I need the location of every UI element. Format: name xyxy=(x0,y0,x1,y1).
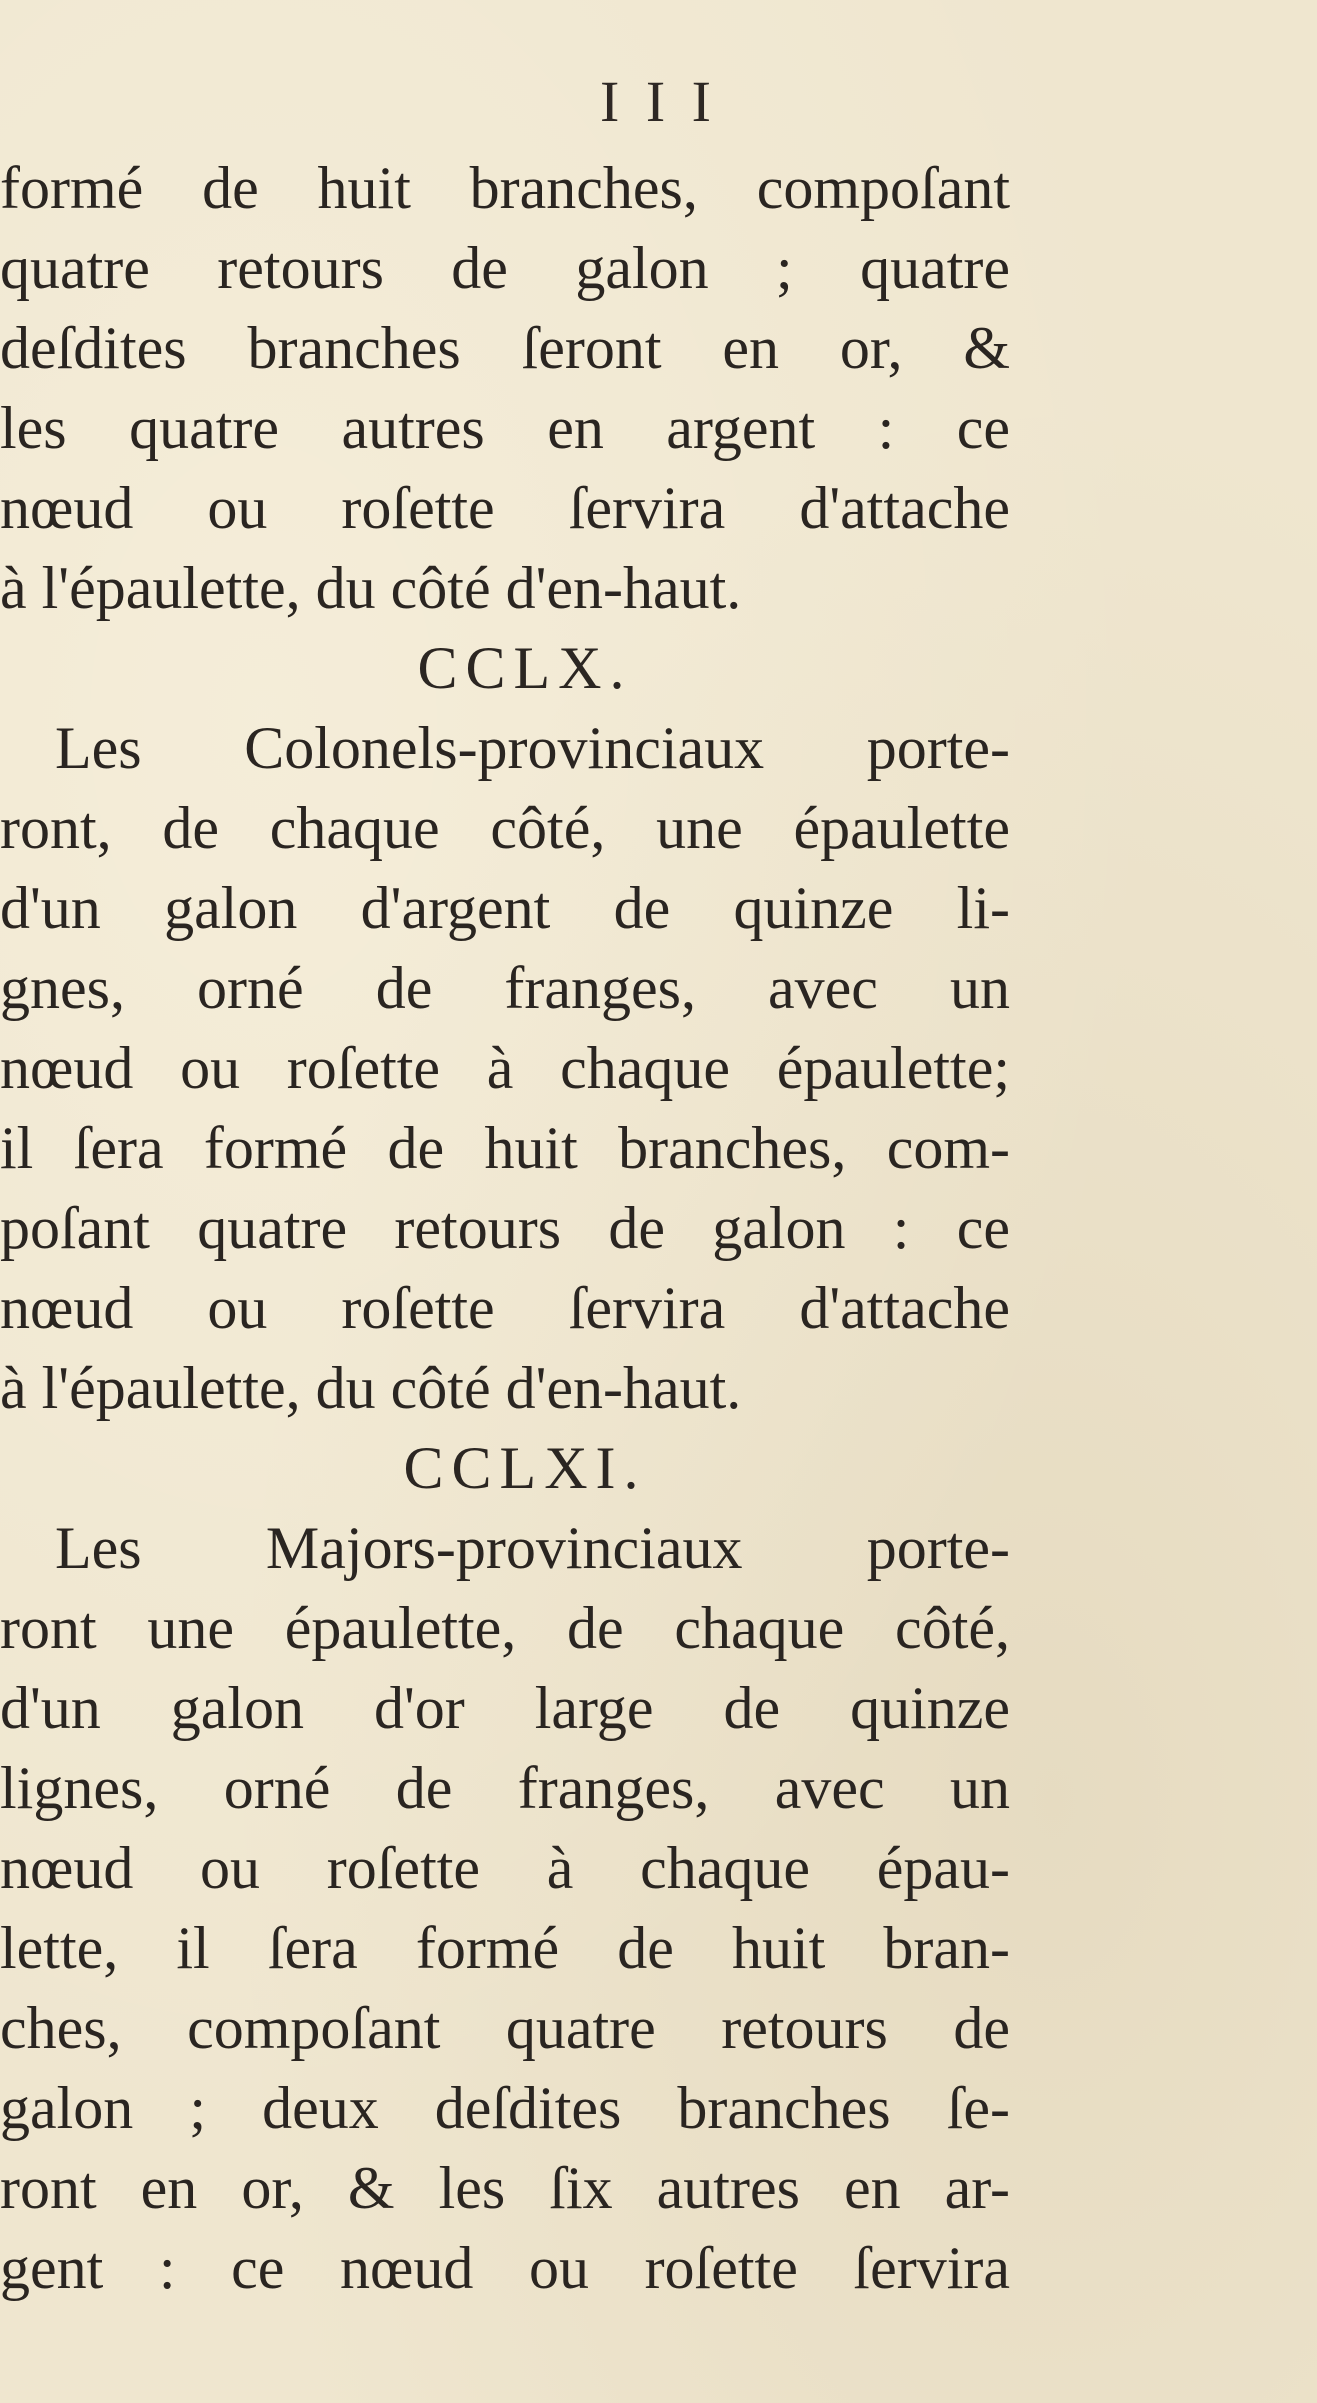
text-line: nœud ou roſette ſervira d'attache xyxy=(0,475,1010,541)
text-line: poſant quatre retours de galon : ce xyxy=(0,1195,1010,1261)
text-line: à l'épaulette, du côté d'en-haut. xyxy=(0,1355,742,1421)
text-line: formé de huit branches, compoſant xyxy=(0,155,1010,221)
text-line: ches, compoſant quatre retours de xyxy=(0,1995,1010,2061)
text-line: il ſera formé de huit branches, com- xyxy=(0,1115,1010,1181)
text-line: lette, il ſera formé de huit bran- xyxy=(0,1915,1010,1981)
text-line: Les Colonels-provinciaux porte- xyxy=(55,715,1010,781)
text-line: les quatre autres en argent : ce xyxy=(0,395,1010,461)
paragraph-continuation xyxy=(0,148,1010,628)
text-line: gent : ce nœud ou roſette ſervira xyxy=(0,2235,1010,2301)
text-line: gnes, orné de franges, avec un xyxy=(0,955,1010,1021)
text-line: Les Majors-provinciaux porte- xyxy=(55,1515,1010,1581)
text-line: nœud ou roſette ſervira d'attache xyxy=(0,1275,1010,1341)
text-line: galon ; deux deſdites branches ſe- xyxy=(0,2075,1010,2141)
article-heading: CCLXI. xyxy=(403,1435,647,1501)
text-line: ront, de chaque côté, une épaulette xyxy=(0,795,1010,861)
text-line: d'un galon d'or large de quinze xyxy=(0,1675,1010,1741)
text-line: quatre retours de galon ; quatre xyxy=(0,235,1010,301)
text-line: ront une épaulette, de chaque côté, xyxy=(0,1595,1010,1661)
article-cclx xyxy=(0,628,1010,1428)
article-heading: CCLX. xyxy=(417,635,633,701)
text-line: à l'épaulette, du côté d'en-haut. xyxy=(0,555,742,621)
article-cclxi xyxy=(0,1428,1010,2308)
text-line: d'un galon d'argent de quinze li- xyxy=(0,875,1010,941)
text-line: lignes, orné de franges, avec un xyxy=(0,1755,1010,1821)
page-number: I I I xyxy=(600,69,717,134)
text-line: nœud ou roſette à chaque épau- xyxy=(0,1835,1010,1901)
text-line: nœud ou roſette à chaque épaulette; xyxy=(0,1035,1010,1101)
body-text xyxy=(0,148,1010,2308)
text-line: ront en or, & les ſix autres en ar- xyxy=(0,2155,1010,2221)
text-line: deſdites branches ſeront en or, & xyxy=(0,315,1010,381)
